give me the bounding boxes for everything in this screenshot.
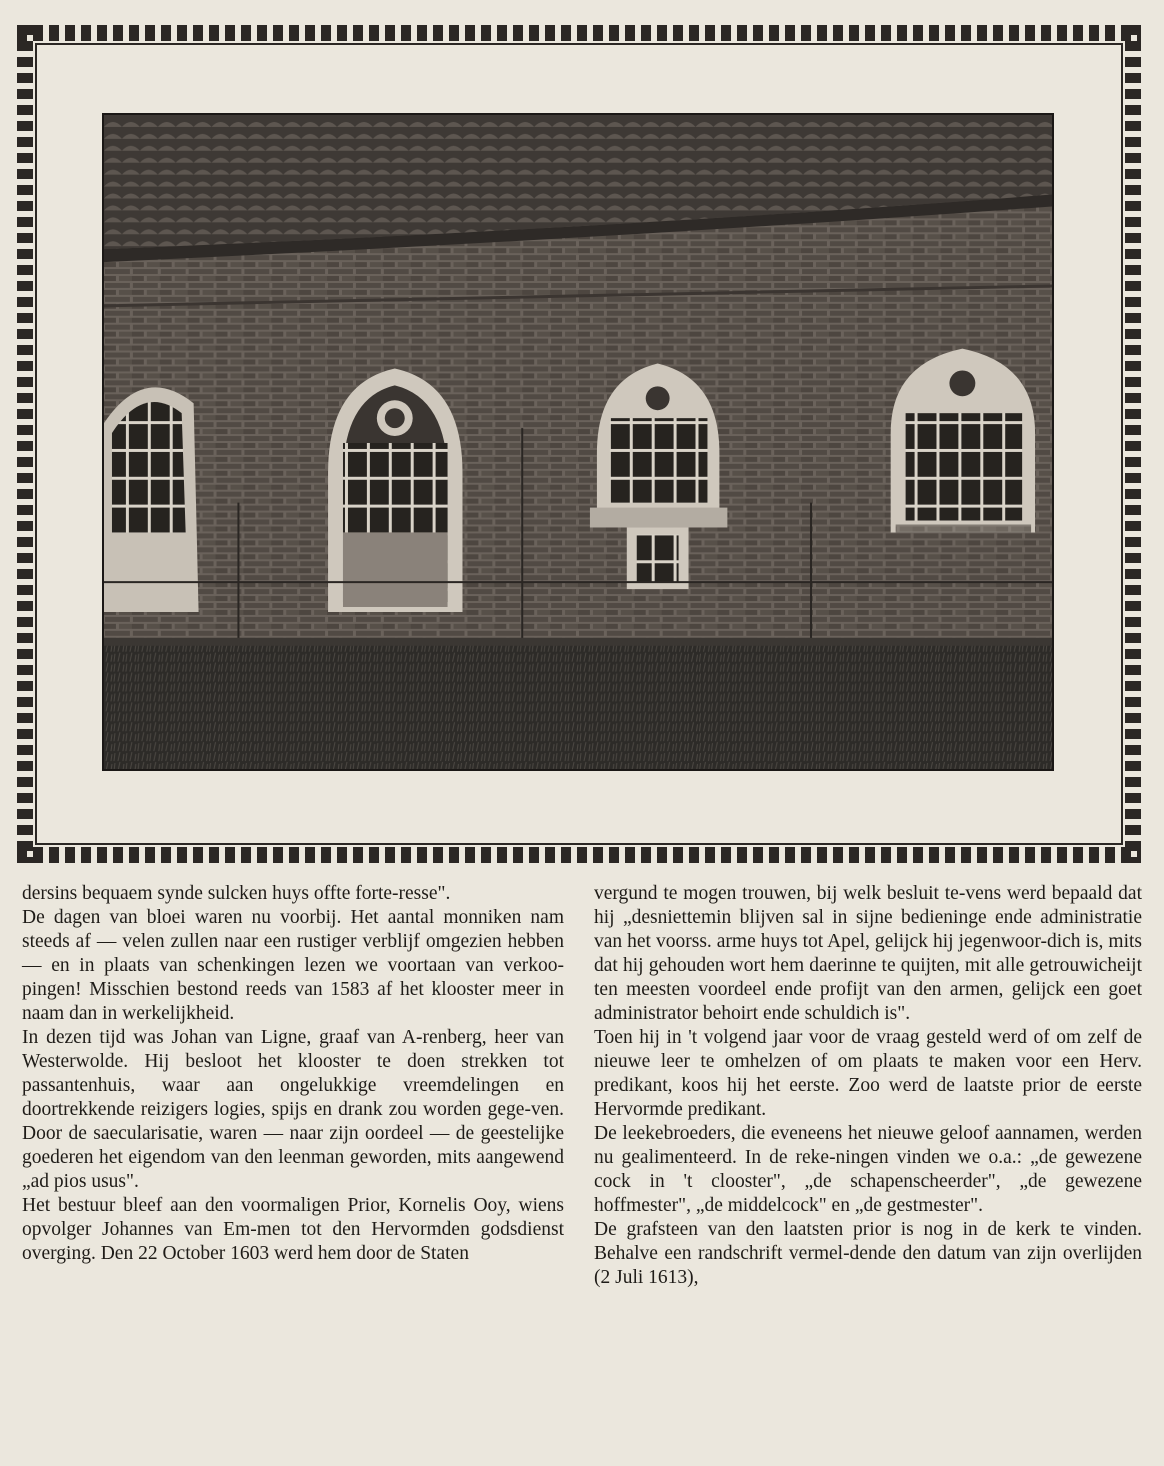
right-text-column [594,882,1142,1290]
paragraph: De dagen van bloei waren nu voorbij. Het aantal monniken nam steeds af — velen zullen naar een rustiger verblijf omgezien hebben — en in plaats van schenkingen lezen we voortaan van verkoo-pingen! Misschien bestond reeds van 1583 af het klooster meer in naam dan in werkelijkheid. [22,907,564,1024]
paragraph: In dezen tijd was Johan van Ligne, graaf van A-renberg, heer van Westerwolde. Hij besloot het klooster te doen strekken tot passantenhuis, waar aan ongelukkige vreemdelingen en doortrekkende reizigers logies, spijs en drank zou worden gege-ven. Door de saecularisatie, waren — naar zijn oordeel — de geestelijke goederen het eigendom van den leenman geworden, mits aangewend „ad pios usus". [22,1027,564,1192]
paragraph: dersins bequaem synde sulcken huys offte forte-resse". [22,883,451,904]
paragraph: Toen hij in 't volgend jaar voor de vraag gesteld werd of om zelf de nieuwe leer te omhelzen of om plaats te maken voor een Herv. predikant, koos hij het eerste. Zoo werd de laatste prior de eerste Hervormde predikant. [594,1027,1142,1120]
church-wall-illustration [104,115,1052,769]
paragraph: Het bestuur bleef aan den voormaligen Prior, Kornelis Ooy, wiens opvolger Johannes van Em-men tot den Hervormden godsdienst overging. Den 22 October 1603 werd hem door de Staten [22,1195,564,1264]
paragraph: De grafsteen van den laatsten prior is nog in de kerk te vinden. Behalve een randschrift vermel-dende den datum van zijn overlijden (2 Juli 1613), [594,1219,1142,1288]
paragraph: De leekebroeders, die eveneens het nieuwe geloof aannamen, werden nu gealimenteerd. In de reke-ningen vinden we o.a.: „de gewezene cock in 't clooster", „de schapenscheerder", „de gewezene hoffmester", „de middelcock" en „de gestmester". [594,1123,1142,1216]
paragraph: vergund te mogen trouwen, bij welk besluit te-vens werd bepaald dat hij „desniettemin blijven sal in sijne bedieninge ende administratie van het voorss. arme huys tot Apel, gelijck hij jegenwoor-dich is, mits dat hij gehouden wort hem daerinne te quijten, mit alle getrouwicheijt ten meesten voordeel ende profijt van den armen, gelijck een goet administrator behoirt ende schuldich is". [594,883,1142,1024]
church-wall-photo [102,113,1054,771]
left-text-column [22,882,564,1266]
